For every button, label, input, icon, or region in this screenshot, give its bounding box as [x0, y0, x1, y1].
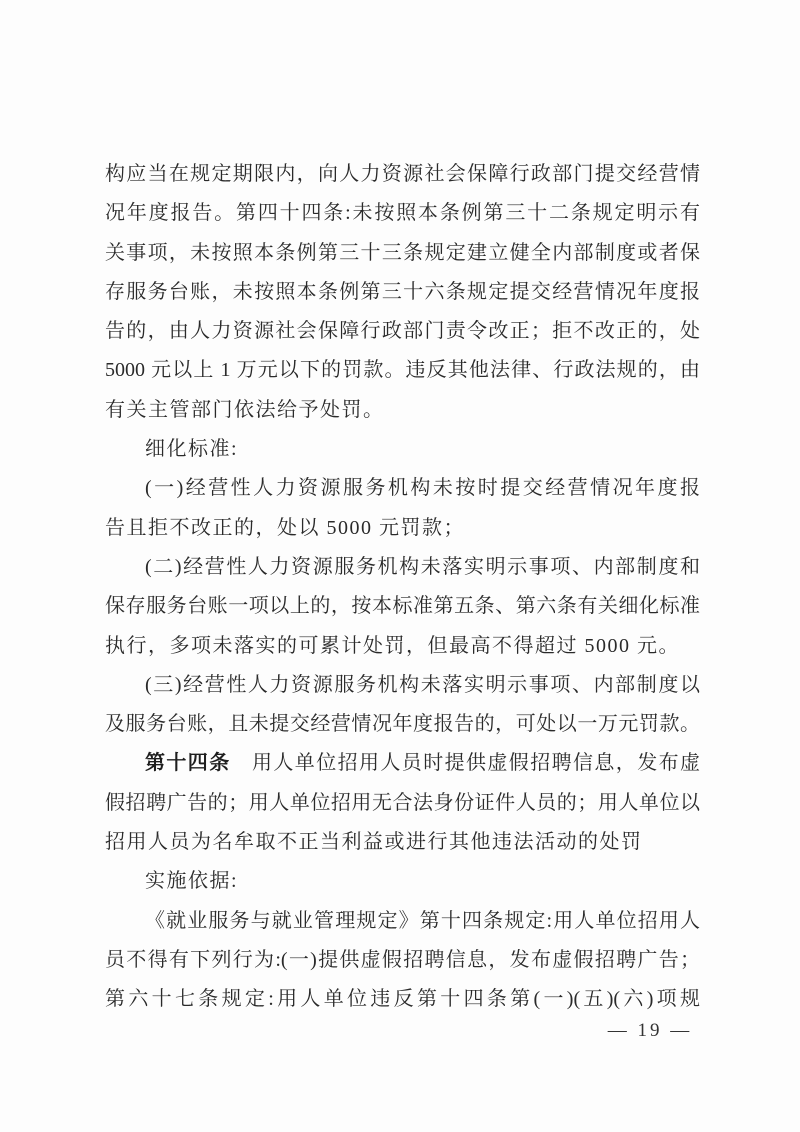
text-line: 有关主管部门依法给予处罚。: [105, 398, 385, 421]
text-line: 关事项，未按照本条例第三十三条规定建立健全内部制度或者保: [105, 241, 700, 264]
text-line: 招用人员为名牟取不正当利益或进行其他违法活动的处罚: [105, 831, 643, 854]
text-line: 构应当在规定期限内，向人力资源社会保障行政部门提交经营情: [105, 163, 700, 185]
text-line: (三)经营性人力资源服务机构未落实明示事项、内部制度以: [145, 673, 700, 696]
text-line: 第六十七条规定:用人单位违反第十四条第(一)(五)(六)项规: [105, 988, 700, 1011]
text-line: 及服务台账，且未提交经营情况年度报告的，可处以一万元罚款。: [105, 713, 700, 736]
text-line: (二)经营性人力资源服务机构未落实明示事项、内部制度和: [145, 555, 700, 578]
text-line: 况年度报告。第四十四条:未按照本条例第三十二条规定明示有: [105, 202, 700, 225]
text-line: 细化标准:: [145, 438, 239, 461]
article-heading: 第十四条: [145, 752, 231, 775]
text-line: 第十四条 用人单位招用人员时提供虚假招聘信息，发布虚: [145, 752, 701, 775]
text-line: 执行，多项未落实的可累计处罚，但最高不得超过 5000 元。: [105, 634, 680, 657]
text-line: 存服务台账，未按照本条例第三十六条规定提交经营情况年度报: [105, 280, 700, 303]
text-line: 《就业服务与就业管理规定》第十四条规定:用人单位招用人: [145, 909, 700, 932]
text-line: 告的，由人力资源社会保障行政部门责令改正；拒不改正的，处: [105, 320, 700, 343]
text-line: 假招聘广告的；用人单位招用无合法身份证件人员的；用人单位以: [105, 791, 700, 814]
text-line: 5000 元以上 1 万元以下的罚款。违反其他法律、行政法规的，由: [105, 359, 700, 382]
text-line: 告且拒不改正的，处以 5000 元罚款；: [105, 516, 465, 539]
text-line: (一)经营性人力资源服务机构未按时提交经营情况年度报: [145, 477, 700, 500]
text-line: 保存服务台账一项以上的，按本标准第五条、第六条有关细化标准: [105, 595, 700, 618]
page-number: — 19 —: [607, 1020, 693, 1041]
text-line: 实施依据:: [145, 870, 239, 893]
text-line: 员不得有下列行为:(一)提供虚假招聘信息，发布虚假招聘广告；: [105, 948, 700, 971]
text-lines: [105, 155, 700, 1020]
